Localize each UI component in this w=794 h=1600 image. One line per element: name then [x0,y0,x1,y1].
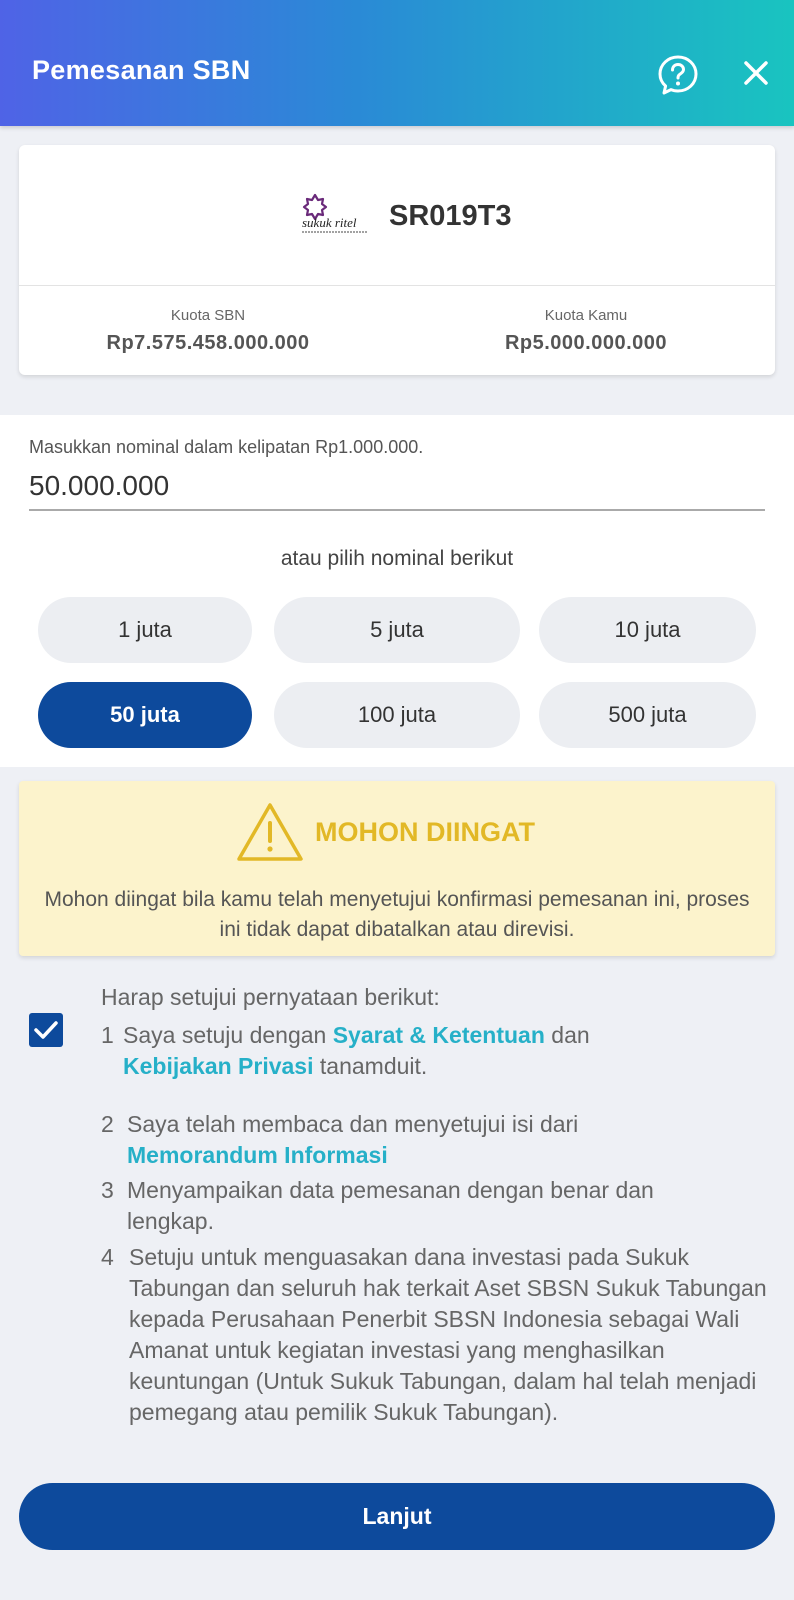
agreement-item-4 [101,1242,781,1428]
help-button[interactable] [656,53,700,97]
chip-1-juta[interactable]: 1 juta [38,597,252,663]
page-title: Pemesanan SBN [32,55,251,85]
chip-50-juta[interactable]: 50 juta [38,682,252,748]
quota-user-value: Rp5.000.000.000 [504,332,668,354]
item-number: 2 [101,1111,114,1137]
logo-text: sukuk ritel [302,215,357,230]
item-text: Saya telah membaca dan menyetujui isi dari [127,1111,579,1137]
quota-user [397,307,775,355]
agreement-item-1 [101,1020,661,1082]
agreement-item-2 [101,1109,661,1171]
warning-text: Mohon diingat bila kamu telah menyetujui konfirmasi pemesanan ini, proses ini tidak dapat dibatalkan atau direvisi. [44,888,750,941]
chip-5-juta[interactable]: 5 juta [274,597,520,663]
close-icon [738,55,774,91]
warning-title: MOHON DIINGAT [315,817,535,847]
warning-box [19,781,775,956]
amount-section [0,415,794,767]
quota-sbn-label: Kuota SBN [170,307,246,324]
item-number: 3 [101,1177,114,1203]
amount-input[interactable] [29,463,765,511]
quota-sbn-value: Rp7.575.458.000.000 [106,332,310,354]
chip-100-juta[interactable]: 100 juta [274,682,520,748]
privacy-link[interactable]: Kebijakan Privasi [123,1053,314,1079]
item-text: tanamduit. [313,1053,428,1079]
agreement-item-3 [101,1175,741,1237]
quota-user-label: Kuota Kamu [544,307,628,324]
memorandum-link[interactable]: Memorandum Informasi [127,1142,388,1168]
agreement-title: Harap setujui pernyataan berikut: [101,984,440,1010]
checkmark-icon [29,1013,63,1047]
item-text: dan [544,1022,590,1048]
terms-link[interactable]: Syarat & Ketentuan [332,1022,545,1048]
sukuk-ritel-logo [289,193,373,237]
item-number: 4 [101,1244,114,1270]
amount-label: Masukkan nominal dalam kelipatan Rp1.000.000. [29,437,424,457]
card-divider [19,285,775,286]
or-label: atau pilih nominal berikut [280,547,514,570]
item-number: 1 [101,1022,114,1048]
item-text: Setuju untuk menguasakan dana investasi pada Sukuk Tabungan dan seluruh hak terkait Aset SBSN Sukuk Tabungan kepada Perusahaan Penerbit SBSN Indonesia sebagai Wali Amanat untuk kegiatan investasi yang menghasilkan keuntungan (Untuk Sukuk Tabungan, dalam hal telah menjadi pemegang atau pemilik Sukuk Tabungan). [129,1244,767,1425]
item-text: Saya setuju dengan [123,1022,333,1048]
item-text: Menyampaikan data pemesanan dengan benar dan lengkap. [127,1177,654,1234]
help-circle-icon [656,53,700,97]
chip-10-juta[interactable]: 10 juta [539,597,756,663]
warning-icon [235,801,305,863]
next-button[interactable]: Lanjut [19,1483,775,1550]
product-card [19,145,775,375]
close-button[interactable] [738,55,774,91]
chip-500-juta[interactable]: 500 juta [539,682,756,748]
product-code: SR019T3 [389,200,512,232]
quota-sbn [19,307,397,355]
agreement-checkbox[interactable] [29,1013,63,1047]
app-header [0,0,794,126]
